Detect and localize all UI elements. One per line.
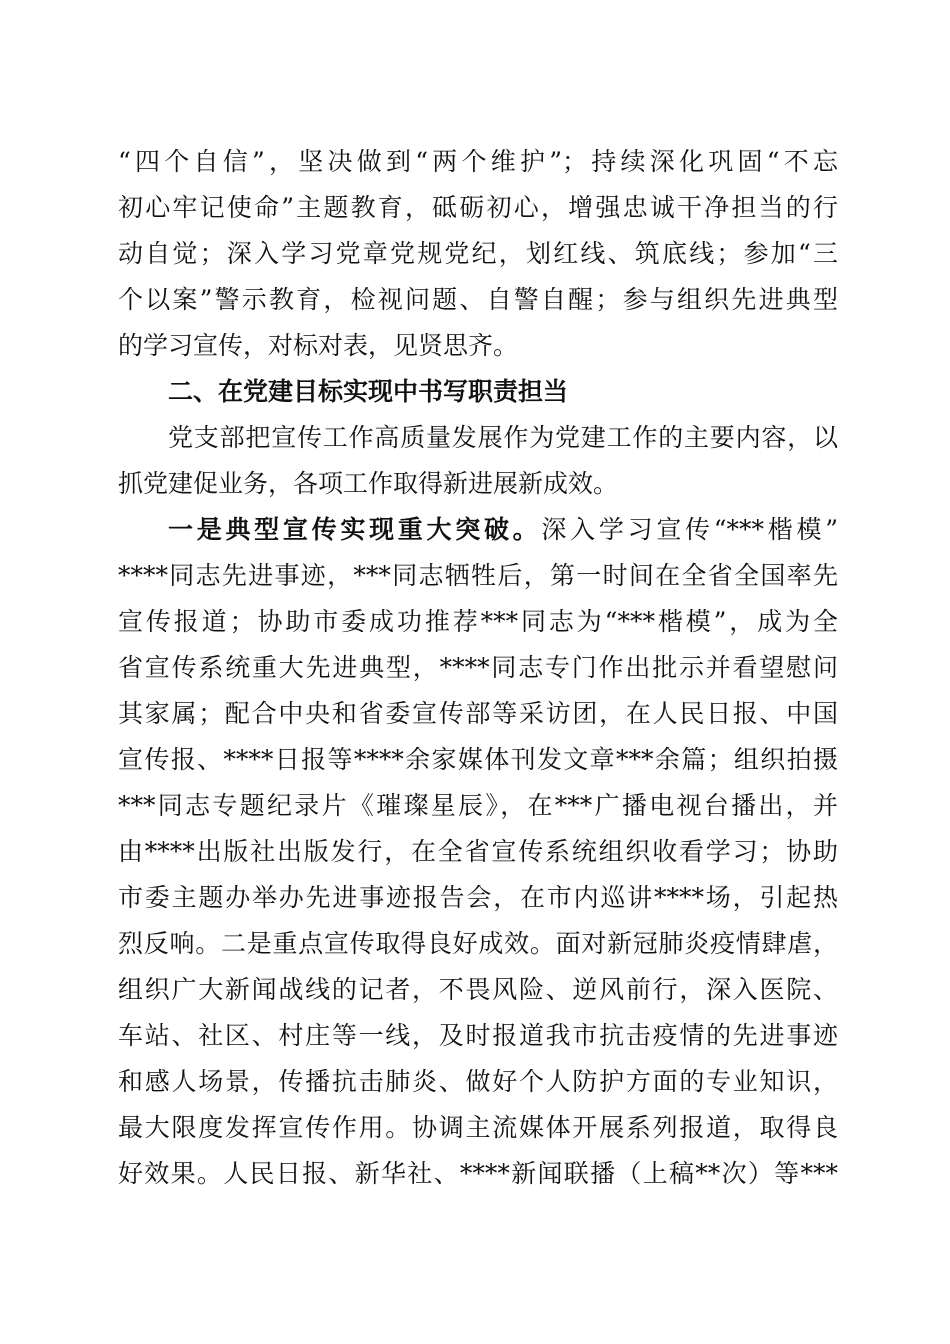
paragraph-line: 由****出版社出版发行，在全省宣传系统组织收看学习；协助 [118,837,838,866]
paragraph-line: 初心牢记使命”主题教育，砥砺初心，增强忠诚干净担当的行 [118,193,838,222]
paragraph-line: 其家属；配合中央和省委宣传部等采访团，在人民日报、中国 [118,699,838,728]
paragraph-line: 最大限度发挥宣传作用。协调主流媒体开展系列报道，取得良 [118,1113,838,1142]
paragraph-line-rest: 深入学习宣传“***楷模” [541,515,838,544]
bold-lead-text: 一是典型宣传实现重大突破。 [168,515,542,544]
paragraph-line: 烈反响。二是重点宣传取得良好成效。面对新冠肺炎疫情肆虐， [118,929,838,958]
section-heading: 二、在党建目标实现中书写职责担当 [168,377,569,406]
paragraph-first-line [168,508,838,552]
paragraph-line: 动自觉；深入学习党章党规党纪，划红线、筑底线；参加“三 [118,239,838,268]
paragraph-line: 抓党建促业务，各项工作取得新进展新成效。 [118,469,619,498]
paragraph-line: 个以案”警示教育，检视问题、自警自醒；参与组织先进典型 [118,285,838,314]
paragraph-line: 车站、社区、村庄等一线，及时报道我市抗击疫情的先进事迹 [118,1021,838,1050]
paragraph-line: 市委主题办举办先进事迹报告会，在市内巡讲****场，引起热 [118,883,838,912]
paragraph-line: 省宣传系统重大先进典型，****同志专门作出批示并看望慰问 [118,653,838,682]
paragraph-line: 党支部把宣传工作高质量发展作为党建工作的主要内容，以 [168,423,838,452]
paragraph-line: “四个自信”，坚决做到“两个维护”；持续深化巩固“不忘 [118,147,838,176]
paragraph-line: 宣传报、****日报等****余家媒体刊发文章***余篇；组织拍摄 [118,745,838,774]
paragraph-line: ****同志先进事迹，***同志牺牲后，第一时间在全省全国率先 [118,561,838,590]
paragraph-line: 的学习宣传，对标对表，见贤思齐。 [118,331,519,360]
paragraph-line: 组织广大新闻战线的记者，不畏风险、逆风前行，深入医院、 [118,975,838,1004]
paragraph-line: 宣传报道；协助市委成功推荐***同志为“***楷模”，成为全 [118,607,838,636]
paragraph-line: 和感人场景，传播抗击肺炎、做好个人防护方面的专业知识， [118,1067,838,1096]
paragraph-line: 好效果。人民日报、新华社、****新闻联播（上稿**次）等*** [118,1159,838,1188]
paragraph-line: ***同志专题纪录片《璀璨星辰》，在***广播电视台播出，并 [118,791,838,820]
